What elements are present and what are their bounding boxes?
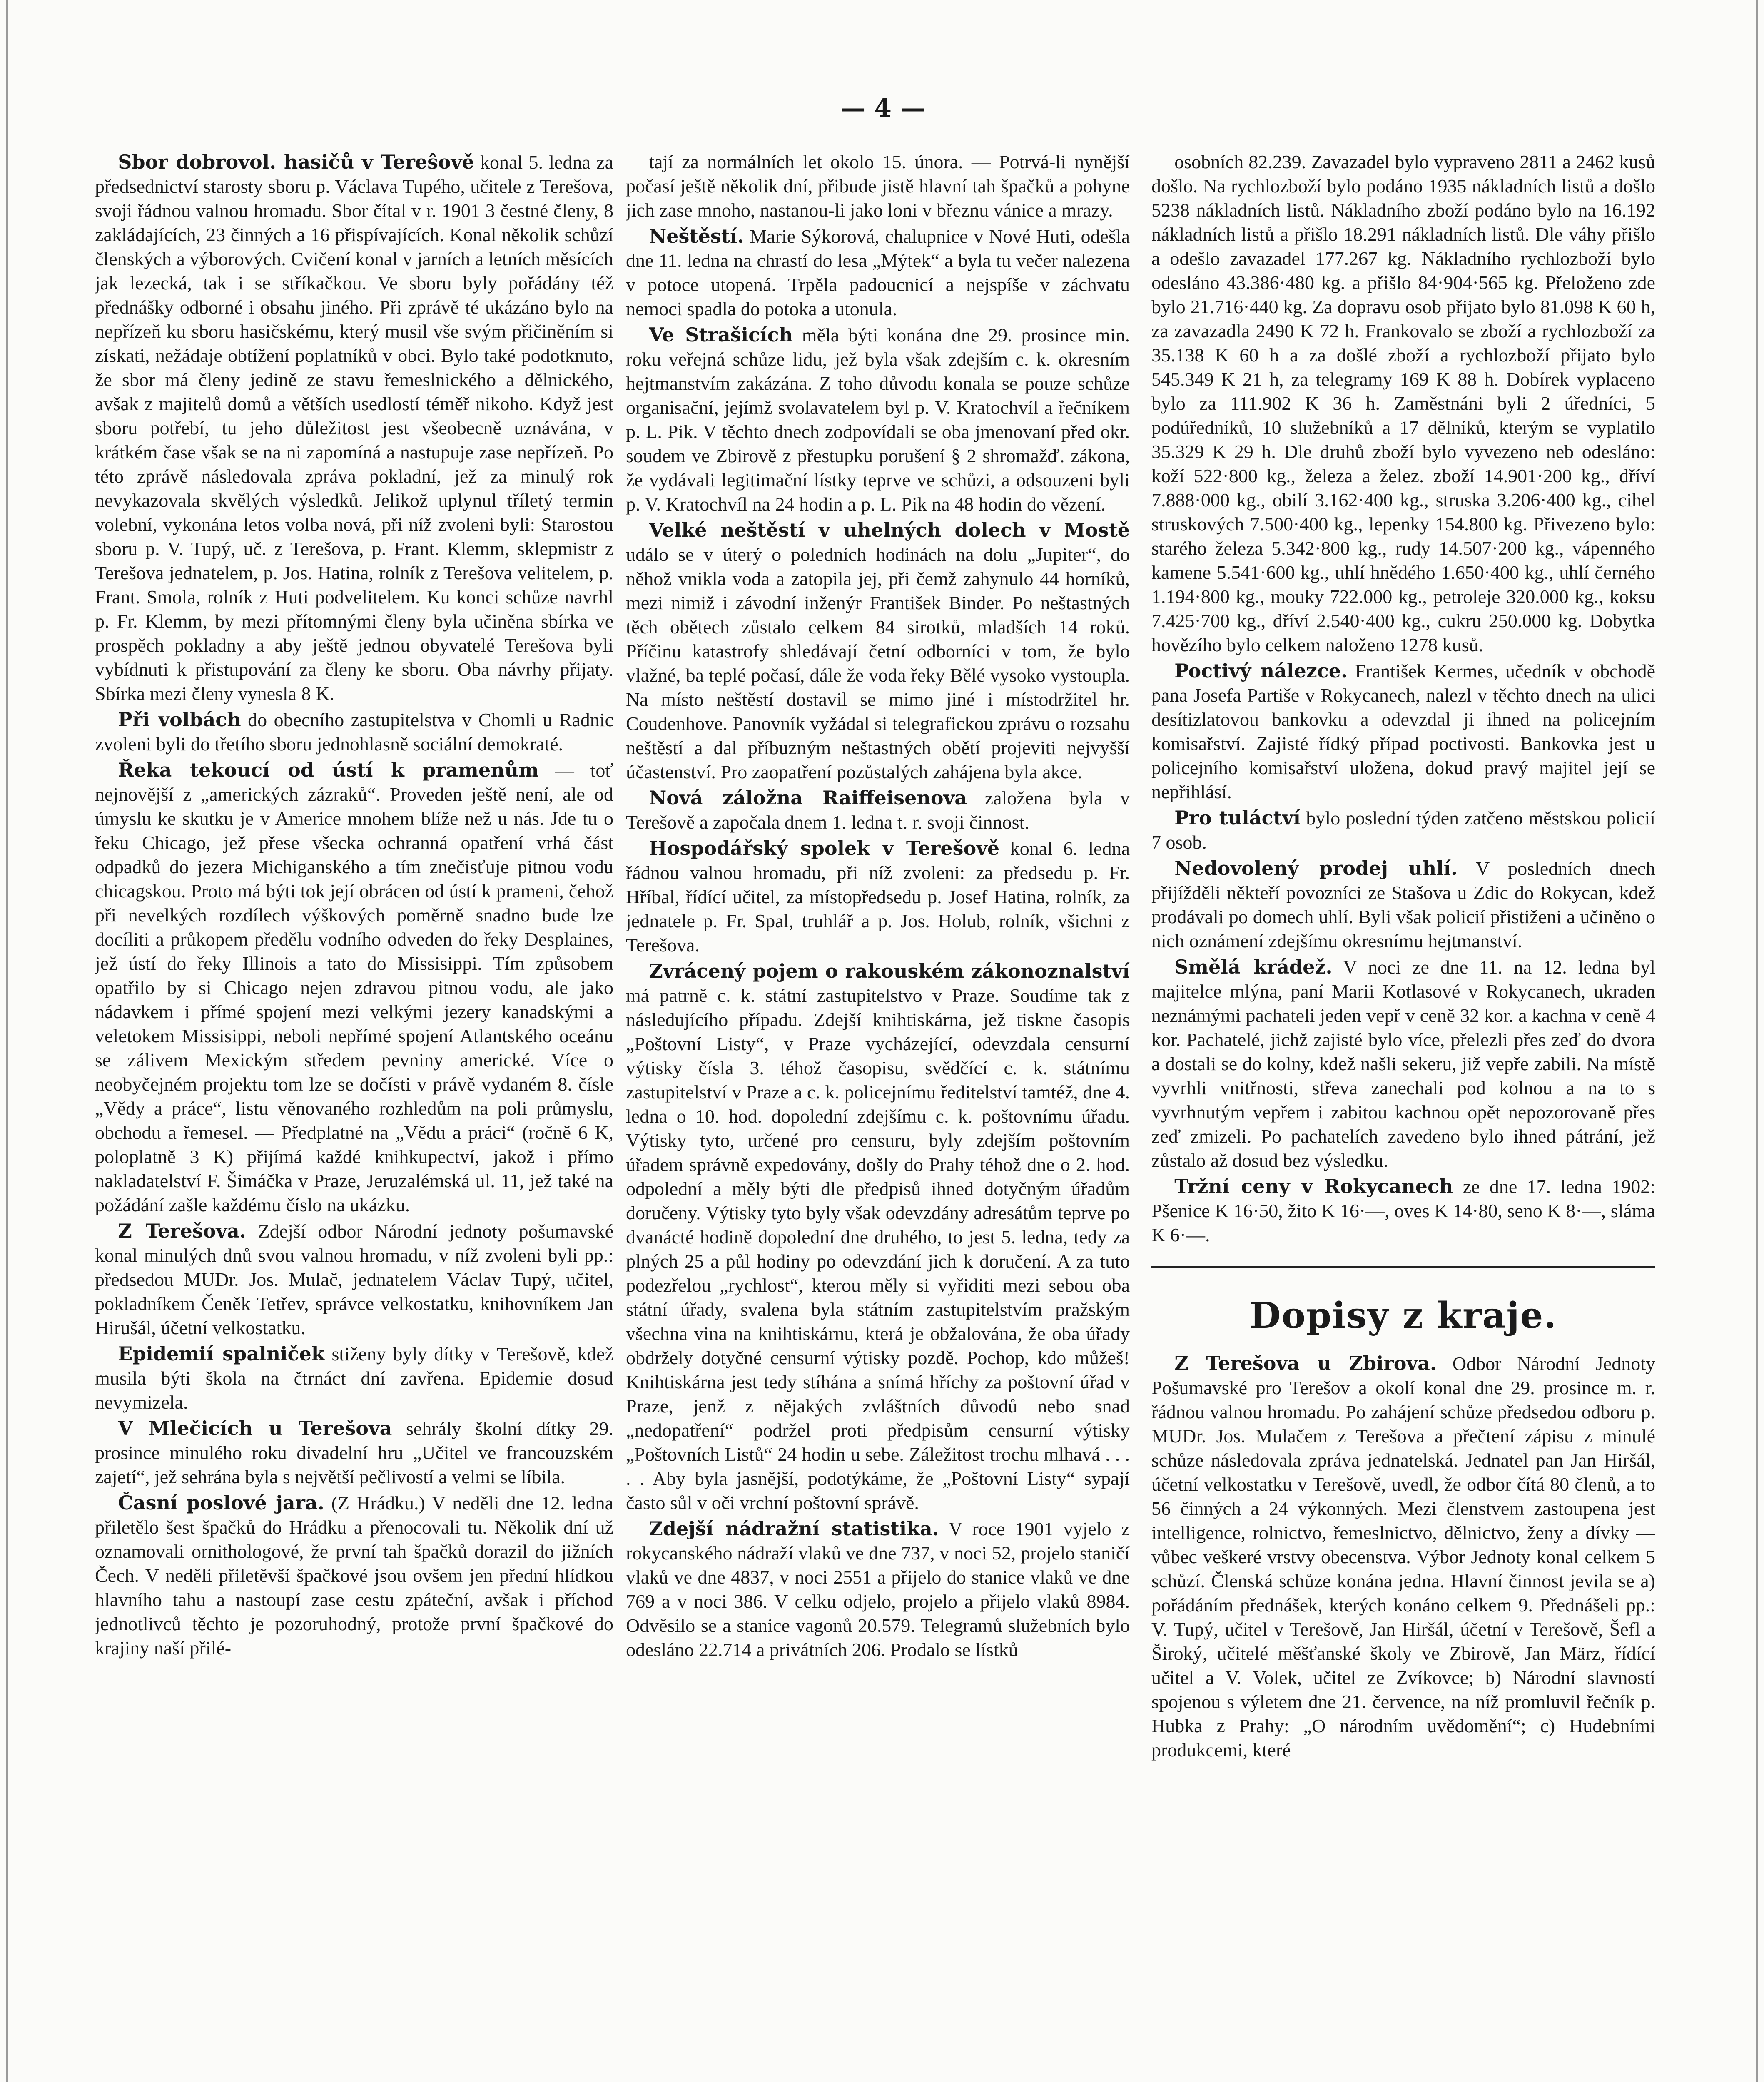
article	[1151, 659, 1655, 804]
article-text: konal 6. ledna řádnou valnou hromadu, při níž zvoleni: za předsedu p. Fr. Hříbal, řídící učitel, za místopředsedu p. Josef Hatina, rolník, za jednatele p. Fr. Spal, truhlář a p. Jos. Holub, rolník, všichni z Terešova.	[626, 838, 1130, 956]
article-text: V roce 1901 vyjelo z rokycanského nádraží vlaků ve dne 737, v noci 52, projelo staničí vlaků ve dne 4837, v noci 2551 a přijelo do stanice vlaků ve dne 769 a v noci 386. V celku odjelo, projelo a přijelo vlaků 8984. Odvěsilo se a stanice vagonů 20.579. Telegramů služebních bylo odesláno 22.714 a privátních 206. Prodalo se lístků	[626, 1518, 1130, 1660]
article-text: tají za normálních let okolo 15. února. — Potrvá-li nynější počasí ještě několik dní, přibude jistě hlavní tah špačků a pohyne jich zase mnoho, nastanou-li jako loni v březnu vánice a mrazy.	[626, 151, 1130, 221]
article-headline: Poctivý nálezce.	[1174, 660, 1348, 682]
article-text: stiženy byly dítky v Terešově, kdež musila býti škola na čtrnáct dní zavřena. Epidemie dosud nevymizela.	[95, 1343, 613, 1413]
article-text: má patrně c. k. státní zastupitelstvo v Praze. Soudíme tak z následujícího případu. Zdejší knihtiskárna, jež tiskne časopis „Poštovní Listy“, v Praze vycházející, odevzdala censurní výtisky čísla 3. téhož časopisu, svědčící c. k. státnímu zastupitelství v Praze a c. k. policejnímu ředitelství tamtéž, dne 4. ledna o 10. hod. dopolední zdejšímu c. k. poštovnímu úřadu. Výtisky tyto, určené pro censuru, byly zdejším poštovním úřadem správně expedovány, došly do Prahy téhož dne o 2. hod. odpolední a měly býti dle předpisů ihned dotyčným úřadům doručeny. Výtisky tyto byly však odevzdány adresátům teprve po dvanácté hodině dopolední dne druhého, to jest 5. ledna, tedy za plných 25 a půl hodiny po odevzdání jich k doručení. A za tuto podezřelou „rychlost“, kterou měly si vyřiditi mezi sebou oba státní úřady, svalena byla státním zastupitelstvím pražským všechna vina na knihtiskárnu, která je obžalována, že oba úřady obdržely dotyčné censurní výtisky pozdě. Pochop, kdo můžeš! Knihtiskárna jest tedy stíhána a snímá hříchy za poštovní úřad v Praze, jenž z nějakých zvláštních důvodů nebo snad „nedopatření“ podržel proti předpisům censurní výtisky „Poštovních Listů“ 24 hodin u sebe. Záležitost trochu mlhavá . . . . . Aby byla jasnější, podotýkáme, že „Poštovní Listy“ sypají často sůl v oči vrchní poštovní správě.	[626, 985, 1130, 1513]
article-headline: Sbor dobrovol. hasičů v Tereŝově	[118, 151, 474, 173]
article	[626, 786, 1130, 834]
article-headline: Zvrácený pojem o rakouském zákonoznalství	[649, 960, 1130, 982]
page-edge-left	[6, 0, 8, 2082]
article-headline: Při volbách	[118, 708, 241, 731]
column-3	[1151, 150, 1655, 2082]
article-headline: Nedovolený prodej uhlí.	[1174, 857, 1458, 879]
article-text: založena byla v Terešově a započala dnem 1. ledna t. r. svoji činnost.	[626, 787, 1130, 833]
article	[626, 150, 1130, 222]
article-headline: Nová záložna Raiffeisenova	[649, 787, 967, 809]
article-headline: Neštěstí.	[649, 225, 744, 247]
article-text: událo se v úterý o poledních hodinách na dolu „Jupiter“, do něhož vnikla voda a zatopila jej, při čemž zahynulo 44 horníků, mezi nimiž i závodní inženýr František Binder. Po neštastných těch obětech zůstalo celkem 84 sirotků, mladších 14 roků. Příčinu katastrofy shledávají četní odborníci v tom, že bylo vlažné, ba teplé počasí, dále že voda řeky Bělé vysoko vystoupla. Na místo neštěstí dostavil se mimo jiné i místodržitel hr. Coudenhove. Panovník vyžádal si telegrafickou zprávu o rozsahu neštěstí a dal příbuzným neštastných obětí projeviti nejvyšší účastenství. Pro zaopatření pozůstalých zahájena byla akce.	[626, 544, 1130, 782]
article-headline: Hospodářský spolek v Terešově	[649, 837, 1000, 859]
article	[1151, 1351, 1655, 1762]
article	[626, 1517, 1130, 1662]
article	[626, 518, 1130, 784]
article	[1151, 856, 1655, 953]
column-2	[626, 150, 1130, 2082]
article-text: měla býti konána dne 29. prosince min. roku veřejná schůze lidu, jež byla však zdejším c. k. okresním hejtmanstvím zakázána. Z toho důvodu konala se pouze schůze organisační, jejímž svolavatelem byl p. V. Kratochvíl a řečníkem p. L. Pik. V těchto dnech zodpovídali se oba jmenovaní před okr. soudem ve Zbirově z přestupku porušení § 2 shromažď. zákona, že vydávali legitimační lístky teprve ve schůzi, a odsouzeni byli p. V. Kratochvíl na 24 hodin a p. L. Pik na 48 hodin do vězení.	[626, 324, 1130, 515]
article-text: — toť nejnovější z „amerických zázraků“. Proveden ještě není, ale od úmyslu ke skutku je v Americe mnohem blíže než u nás. Jde tu o řeku Chicago, jež přese všecka ochranná opatření vrhá část odpadků do jezera Michiganského a tím znečisťuje pitnou vodu chicagskou. Proto má býti tok její obrácen od ústí k prameni, čehož při nevelkých rozdílech výškových poměrně snadno bude lze docíliti a průkopem předělu vodního odveden do řeky Desplaines, jež ústí do řeky Illinois a tato do Missisippi. Tím způsobem opatřilo by si Chicago nejen zdravou pitnou vodu, ale jako nádavkem i přímé spojení mezi velkými jezery kanadskými a veletokem Missisippi, neboli nepřímé spojení Atlantského oceánu se zálivem Mexickým středem pevniny americké. Více o neobyčejném projektu tom lze se dočísti v právě vydaném 8. čísle „Vědy a práce“, listu věnovaného rozhledům na poli průmyslu, obchodu a řemesel. — Předplatné na „Vědu a práci“ (ročně 6 K, poloplatně 3 K) přijímá každé knihkupectví, jakož i přímo nakladatelství F. Šimáčka v Praze, Jeruzalémská ul. 11, jež také na požádání zašle každému číslo na ukázku.	[95, 760, 613, 1215]
article	[626, 836, 1130, 957]
article	[626, 323, 1130, 516]
section-title: Dopisy z kraje.	[1249, 1295, 1557, 1337]
article	[1151, 150, 1655, 657]
page-edge-right	[1756, 0, 1758, 2082]
article-headline: Z Terešova.	[118, 1220, 246, 1242]
article	[1151, 1174, 1655, 1247]
article	[95, 150, 613, 706]
article	[95, 1342, 613, 1415]
article-text: do obecního zastupitelstva v Chomli u Radnic zvoleni byli do třetího sboru jednohlasně sociální demokraté.	[95, 709, 613, 755]
article-text: sehrály školní dítky 29. prosince minulého roku divadelní hru „Učitel ve francouzském zajetí“, jež sehrána byla s největší pečlivostí a velmi se líbila.	[95, 1418, 613, 1487]
article-text: bylo poslední týden zatčeno městskou policií 7 osob.	[1151, 807, 1655, 853]
article-text: Odbor Národní Jednoty Pošumavské pro Terešov a okolí konal dne 29. prosince m. r. řádnou valnou hromadu. Po zahájení schůze předsedou odboru p. MUDr. Jos. Mulačem z Terešova a přečtení zápisu z minulé schůze následovala zpráva jednatelská. Jednatel pan Jan Hiršál, účetní velkostatku v Terešově, uvedl, že odbor čítá 80 členů, a to 56 činných a 24 výkonných. Mezi členstvem zastoupena jest intelligence, rolnictvo, řemeslnictvo, dělnictvo, ženy a dívky — vůbec veškeré vrstvy obecenstva. Výbor Jednoty konal celkem 5 schůzí. Členská schůze konána jedna. Hlavní činnost jevila se a) pořádáním přednášek, kterých konáno celkem 9. Přednášeli pp.: V. Tupý, učitel v Terešově, Jan Hiršál, účetní v Terešově, Šefl a Široký, učitelé měšťanské školy ve Zbirově, Jan März, řídící učitel a V. Volek, učitel ze Zvíkovce; b) Národní slavností spojenou s výletem dne 21. července, na níž promluvil řečník p. Hubka z Prahy: „O národním uvědomění“; c) Hudebními produkcemi, které	[1151, 1353, 1655, 1761]
article-text: Marie Sýkorová, chalupnice v Nové Huti, odešla dne 11. ledna na chrastí do lesa „Mýtek“ a byla tu večer nalezena v potoce utopená. Trpěla padoucnicí a nejspíše v záchvatu nemoci spadla do potoka a utonula.	[626, 226, 1130, 319]
article-text: František Kermes, učedník v obchodě pana Josefa Partiše v Rokycanech, nalezl v těchto dnech na ulici desítizlatovou bankovku a odevzdal ji ihned na policejním komisařství. Zajisté řídký případ poctivosti. Bankovka jest u policejního komisařství uložena, dokud pravý majitel její se nepřihlásí.	[1151, 660, 1655, 802]
article-headline: Smělá krádež.	[1174, 956, 1333, 978]
article-headline: Velké neštěstí v uhelných dolech v Mostě	[649, 519, 1130, 541]
article	[95, 758, 613, 1217]
article-text: ze dne 17. ledna 1902: Pšenice K 16·50, žito K 16·—, oves K 14·80, seno K 8·—, sláma K 6·—.	[1151, 1176, 1655, 1245]
column-1	[95, 150, 613, 2082]
article	[95, 1219, 613, 1340]
section-articles	[1151, 1351, 1655, 1762]
article-headline: Z Terešova u Zbirova.	[1174, 1352, 1437, 1375]
article	[95, 707, 613, 756]
article-text: V posledních dnech přijížděli někteří povozníci ze Stašova u Zdic do Rokycan, kdež prodávali po domech uhlí. Byli však policií přistiženi a učiněno o nich oznámení zdejšímu okresnímu hejtmanství.	[1151, 858, 1655, 951]
article-text: Zdejší odbor Národní jednoty pošumavské konal minulých dnů svou valnou hromadu, v níž zvoleni byli pp.: předsedou MUDr. Jos. Mulač, jednatelem Václav Tupý, učitel, pokladníkem Čeněk Tetřev, správce velkostatku, knihovníkem Jan Hirušál, účetní velkostatku.	[95, 1220, 613, 1338]
article-headline: Řeka tekoucí od ústí k pramenům	[118, 759, 539, 781]
article-headline: Časní poslové jara.	[118, 1492, 324, 1514]
article-headline: V Mlečicích u Terešova	[118, 1417, 392, 1439]
article-text: (Z Hrádku.) V neděli dne 12. ledna přiletělo šest špačků do Hrádku a přenocovali tu. Několik dní už oznamovali ornithologové, že první tah špačků dorazil do jižních Čech. V neděli přiletěvší špačkové jsou ovšem jen přední hlídkou hlavního tahu a nastoupí zase cestu zpáteční, avšak i příchod jednotlivců těchto je pozoruhodný, protože první špačkové do krajiny naší přilé-	[95, 1492, 613, 1659]
article	[1151, 955, 1655, 1173]
article-text: konal 5. ledna za předsednictví starosty sboru p. Václava Tupého, učitele z Terešova, svoji řádnou valnou hromadu. Sbor čítal v r. 1901 3 čestné členy, 8 zakládajících, 23 činných a 16 přispívajících. Konal několik schůzí členských a výborových. Cvičení konal v jarních a letních měsících jak lezecká, tak i se stříkačkou. Ve sboru byly pořádány též přednášky odborné i obsahu jiného. Při zprávě té ukázáno bylo na nepřízeň ku sboru hasičskému, který musil vše svým přičiněním si získati, nežádaje obtížení poplatníků v obci. Bylo také podotknuto, že sbor má členy jedině ze stavu řemeslnického a dělnického, avšak z majitelů domů a větších usedlostí téměř nikoho. Když jest sboru potřebí, tu jeho důležitost jest všeobecně uznávána, v krátkém čase však se na ni zapomíná a nastupuje zase nepřízeň. Po této zprávě následovala zpráva pokladní, jež za minulý rok nevykazovala skvělých výsledků. Jelikož uplynul tříletý termin volební, vykonána letos volba nová, při níž zvoleni byli: Starostou sboru p. V. Tupý, uč. z Terešova, p. Frant. Klemm, sklepmistr z Terešova jednatelem, p. Jos. Hatina, rolník z Terešova velitelem, p. Frant. Smola, rolník z Huti podvelitelem. Ku konci schůze navrhl p. Fr. Klemm, by mezi přítomnými členy byla učiněna sbírka ve prospěch pokladny a aby ještě jednou obyvatelé Terešova byli vybídnuti k přistupování za členy ke sboru. Oba návrhy přijaty. Sbírka mezi členy vynesla 8 K.	[95, 152, 613, 704]
article	[95, 1491, 613, 1660]
article	[626, 224, 1130, 321]
article	[1151, 806, 1655, 854]
article-headline: Tržní ceny v Rokycanech	[1174, 1175, 1453, 1198]
article-text: V noci ze dne 11. na 12. ledna byl majitelce mlýna, paní Marii Kotlasové v Rokycanech, ukraden neznámými pachateli jeden vepř v ceně 32 kor. a kachna v ceně 4 kor. Pachatelé, jichž zajisté bylo více, přelezli přes zeď do dvora a dostali se do kolny, kdež našli sekeru, již vepře zabili. Na místě vyvrhli vnitřnosti, střeva zanechali pod kolnou a na to s vyvrhnutým vepřem i zabitou kachnou opět nepozorovaně přes zeď zmizeli. Po pachatelích zavedeno bylo ihned pátrání, jež zůstalo až dosud bez výsledku.	[1151, 956, 1655, 1171]
page-number: — 4 —	[840, 94, 925, 123]
article-headline: Pro tuláctví	[1174, 807, 1301, 829]
article-headline: Ve Strašicích	[649, 324, 793, 346]
column-3-articles	[1151, 150, 1655, 1247]
article	[95, 1416, 613, 1489]
article-headline: Zdejší nádražní statistika.	[649, 1517, 939, 1540]
article-headline: Epidemií spalniček	[118, 1342, 325, 1365]
article	[626, 959, 1130, 1515]
article-text: osobních 82.239. Zavazadel bylo vypraveno 2811 a 2462 kusů došlo. Na rychlozboží bylo podáno 1935 nákladních listů a došlo 5238 nákladních listů. Nákladního zboží podáno bylo na 16.192 nákladních listů a přišlo 18.291 nákladních listů. Dle váhy přišlo a odešlo zavazadel 177.267 kg. Nákladního rychlozboží bylo odesláno 43.386·480 kg. a přišlo 84·904·565 kg. Přeloženo zde bylo 21.716·440 kg. Za dopravu osob přijato bylo 81.098 K 60 h, za zavazadla 2490 K 72 h. Frankovalo se zboží a rychlozboží za 35.138 K 60 h a za došlé zboží a rychlozboží přijato bylo 545.349 K 21 h, za telegramy 169 K 88 h. Dobírek vyplaceno bylo za 111.902 K 36 h. Zaměstnáni byli 2 úředníci, 5 podúředníků, 10 služebníků a 17 dělníků, kterým se vyplatilo 35.329 K 29 h. Dle druhů zboží bylo vyvezeno neb odesláno: koží 522·800 kg., železa a želez. zboží 14.901·200 kg., dříví 7.888·000 kg., obilí 3.162·400 kg., struska 3.206·400 kg., cihel struskových 7.500·400 kg., lepenky 154.800 kg. Přivezeno bylo: starého železa 5.342·800 kg., rudy 14.507·200 kg., vápenného kamene 5.541·600 kg., uhlí hnědého 1.650·400 kg., uhlí černého 1.194·800 kg., mouky 722.000 kg., petroleje 320.000 kg., koksu 7.425·700 kg., dříví 2.540·400 kg., cukru 250.000 kg. Dobytka hovězího bylo celkem naloženo 1278 kusů.	[1151, 151, 1655, 655]
section-divider	[1151, 1266, 1655, 1268]
